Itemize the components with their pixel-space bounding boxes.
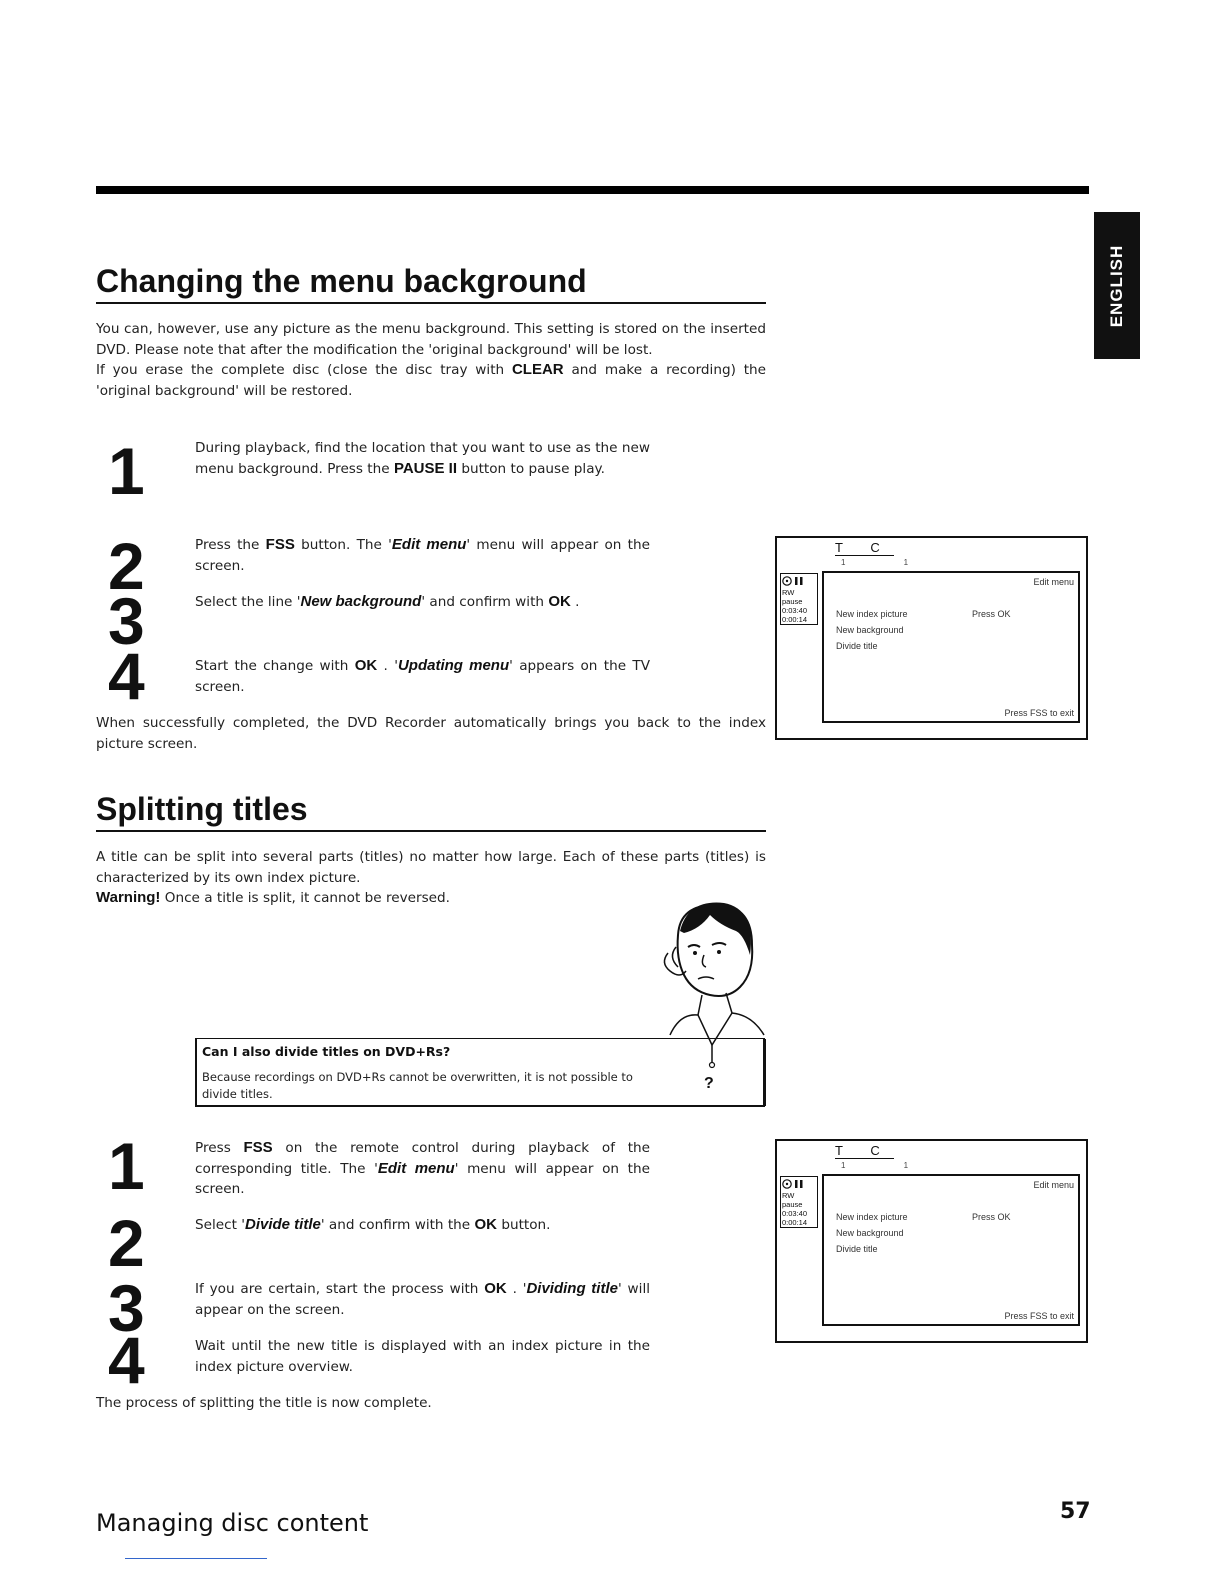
- tv-screen-illustration: [775, 536, 1088, 740]
- intro-text-2b: and make a recording) the 'original background' will be restored.: [96, 362, 767, 399]
- menu-title: Edit menu: [1033, 1180, 1074, 1190]
- faq-answer: Because recordings on DVD+Rs cannot be overwritten, it is not possible to divide titles.: [202, 1070, 633, 1101]
- intro-paragraph: [96, 319, 766, 401]
- playback-status-box: RW pause 0:03:40 0:00:14: [780, 1176, 818, 1228]
- step-text: Wait until the new title is displayed with an index picture in the index picture overview.: [195, 1338, 650, 1375]
- step-number: 1: [108, 434, 145, 508]
- disc-pause-icon: [782, 1179, 810, 1189]
- clear-key-label: CLEAR: [511, 361, 564, 378]
- menu-item: New index picture: [836, 609, 908, 619]
- faq-question: Can I also divide titles on DVD+Rs?: [202, 1044, 451, 1059]
- section-title-menu-background: Changing the menu background: [96, 263, 766, 304]
- language-tab: ENGLISH: [1094, 212, 1140, 359]
- disc-pause-icon: [782, 576, 810, 586]
- step-text: Select 'Divide title' and confirm with the OK button.: [195, 1216, 551, 1233]
- ok-hint: Press OK: [972, 609, 1011, 619]
- menu-panel: [822, 571, 1080, 723]
- menu-item: Divide title: [836, 641, 878, 651]
- tv-screen-illustration: [775, 1139, 1088, 1343]
- step-number: 3: [108, 1271, 145, 1345]
- step-text: Start the change with OK . 'Updating menu' appears on the TV screen.: [195, 657, 650, 695]
- title-chapter-header: T C: [835, 540, 892, 555]
- question-mark: ?: [704, 1075, 714, 1092]
- intro-paragraph: A title can be split into several parts (titles) no matter how large. Each of these parts (titles) is characterized by its own index picture. Warning! Once a title is split, it cannot be reversed.: [96, 849, 766, 906]
- step-number: 4: [108, 1323, 145, 1397]
- step-text: During playback, find the location that you want to use as the new menu background. Press the PAUSE II button to pause play.: [195, 440, 650, 477]
- completion-text: The process of splitting the title is now complete.: [96, 1395, 432, 1411]
- menu-item: Divide title: [836, 1244, 878, 1254]
- intro-text-1: You can, however, use any picture as the menu background. This setting is stored on the inserted DVD. Please note that after the modification the 'original background' will be lost.: [96, 321, 766, 358]
- step-number: 1: [108, 1129, 145, 1203]
- chapter-footer: Managing disc content: [96, 1509, 369, 1537]
- menu-item: New background: [836, 625, 904, 635]
- step-text: Select the line 'New background' and confirm with OK .: [195, 593, 580, 610]
- warning-label: Warning!: [96, 889, 161, 906]
- title-chapter-header: T C: [835, 1143, 892, 1158]
- completion-text: When successfully completed, the DVD Recorder automatically brings you back to the index picture screen.: [96, 715, 766, 752]
- faq-right-rule: [763, 1039, 766, 1106]
- page-number: 57: [1060, 1499, 1091, 1524]
- footer-rule: [125, 1558, 267, 1559]
- step-text: Press the FSS button. The 'Edit menu' menu will appear on the screen.: [195, 536, 650, 574]
- step-text: Press FSS on the remote control during playback of the corresponding title. The 'Edit menu' menu will appear on the screen.: [195, 1139, 650, 1197]
- step-text: If you are certain, start the process with OK . 'Dividing title' will appear on the screen.: [195, 1280, 650, 1318]
- exit-hint: Press FSS to exit: [1004, 1311, 1074, 1321]
- faq-box: [195, 1038, 765, 1107]
- section-title-splitting: Splitting titles: [96, 791, 766, 832]
- title-chapter-numbers: 1 1: [841, 1161, 937, 1170]
- exit-hint: Press FSS to exit: [1004, 708, 1074, 718]
- step-number: 2: [108, 1206, 145, 1280]
- intro-text-2a: If you erase the complete disc (close the disc tray with: [96, 362, 512, 378]
- step-number: 2: [108, 529, 145, 603]
- menu-item: New background: [836, 1228, 904, 1238]
- step-number: 3: [108, 584, 145, 658]
- top-rule: [96, 186, 1089, 194]
- title-chapter-numbers: 1 1: [841, 558, 937, 567]
- menu-panel: [822, 1174, 1080, 1326]
- ok-hint: Press OK: [972, 1212, 1011, 1222]
- menu-item: New index picture: [836, 1212, 908, 1222]
- playback-status-box: RW pause 0:03:40 0:00:14: [780, 573, 818, 625]
- menu-title: Edit menu: [1033, 577, 1074, 587]
- step-number: 4: [108, 639, 145, 713]
